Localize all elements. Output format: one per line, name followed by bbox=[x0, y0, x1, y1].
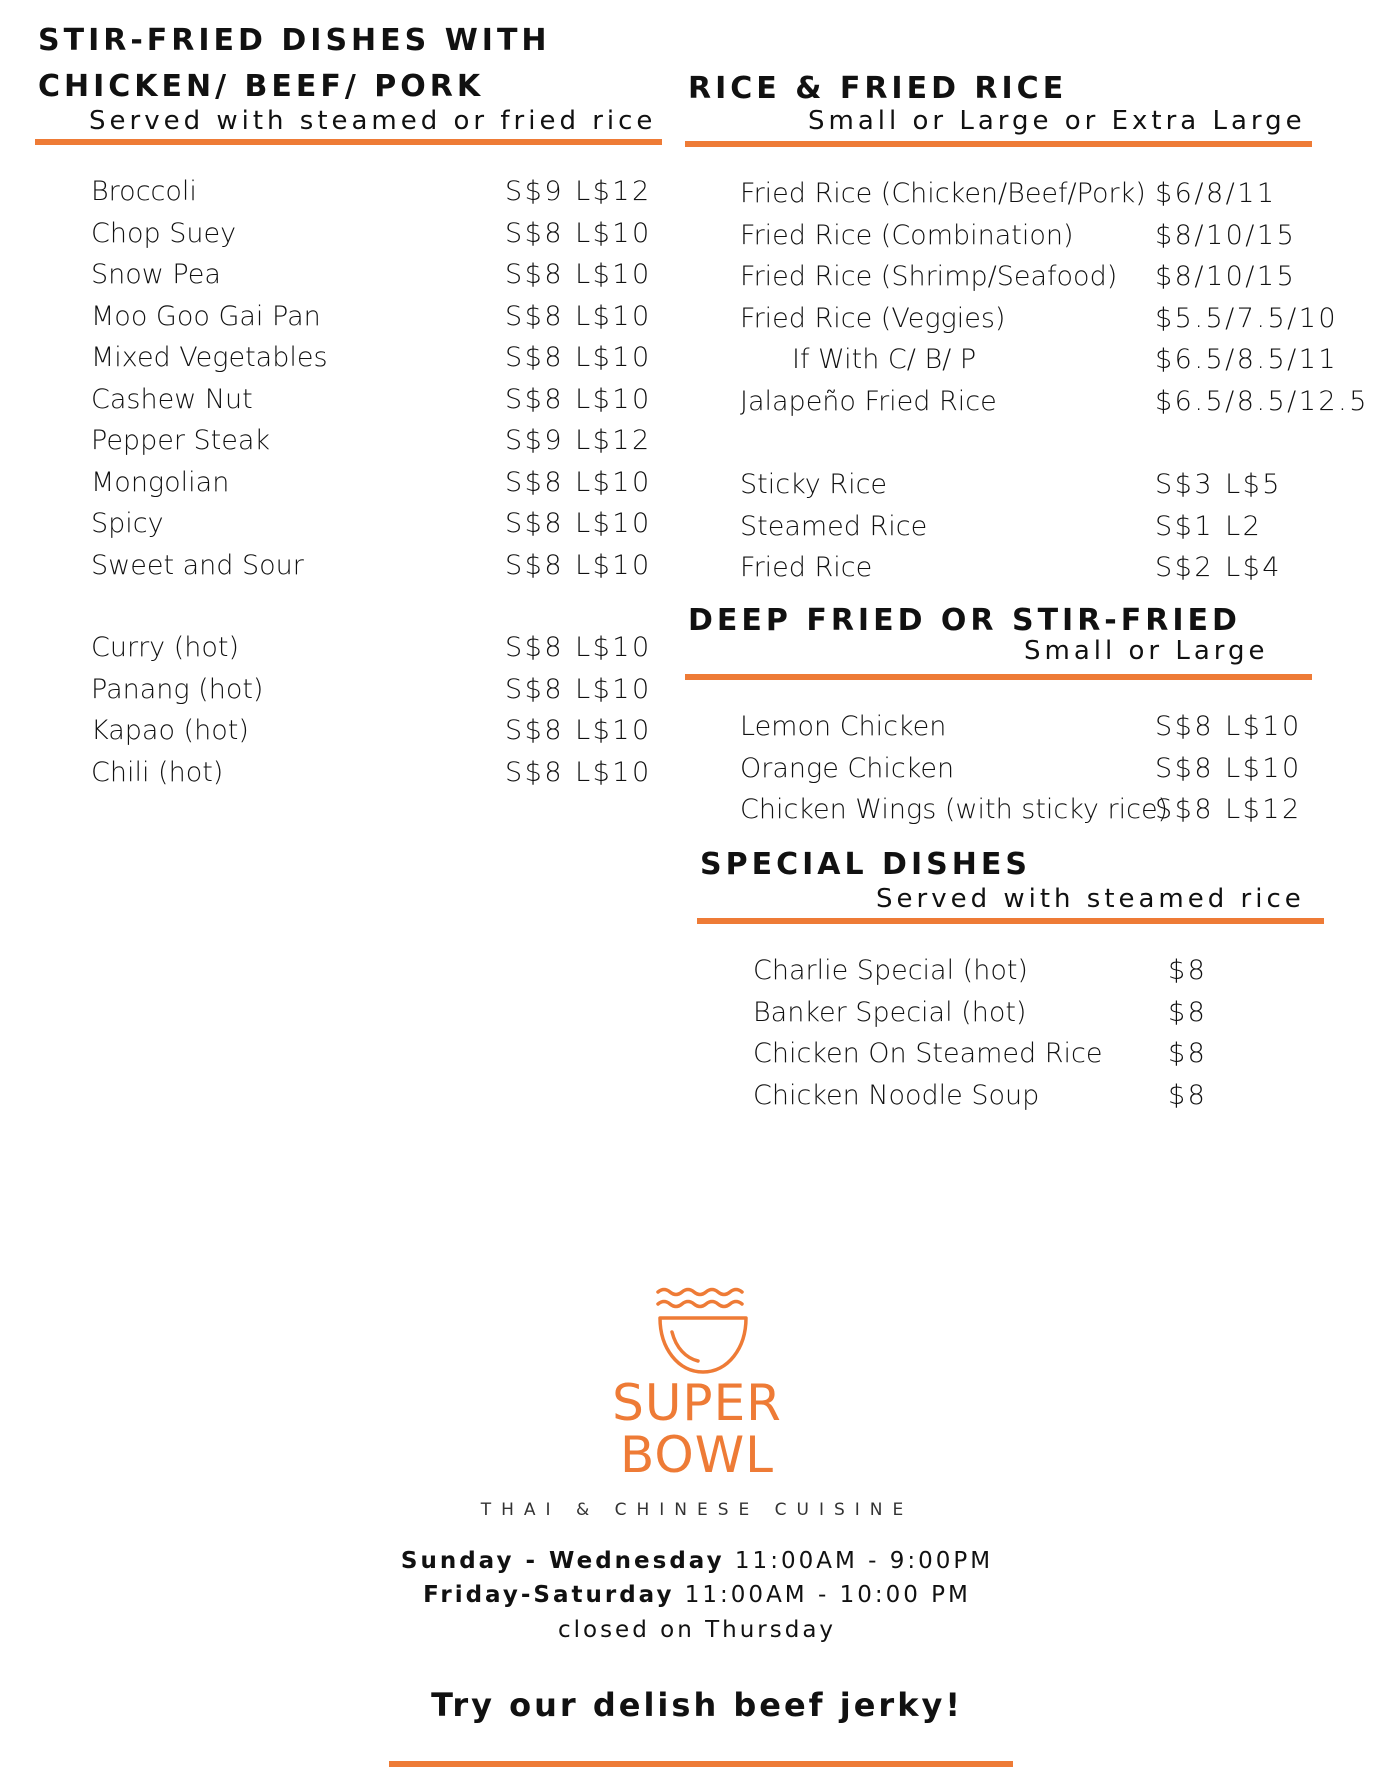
menu-item-name: Spicy bbox=[91, 508, 164, 539]
rice-list bbox=[740, 173, 1380, 422]
menu-item bbox=[91, 379, 661, 421]
menu-item bbox=[91, 627, 661, 669]
rice-sides-list bbox=[740, 464, 1380, 589]
hours-weekday-days: Sunday - Wednesday bbox=[400, 1548, 725, 1574]
hours-weekend-time: 11:00AM - 10:00 PM bbox=[684, 1582, 971, 1608]
menu-item-price: S$9 L$12 bbox=[505, 425, 652, 456]
stir-fried-title-line1: STIR-FRIED DISHES WITH bbox=[38, 23, 551, 58]
menu-item bbox=[740, 381, 1380, 423]
menu-item-price: S$8 L$10 bbox=[1155, 752, 1302, 784]
hours-weekday-time: 11:00AM - 9:00PM bbox=[734, 1548, 994, 1574]
menu-item-name: Banker Special (hot) bbox=[753, 996, 1027, 1028]
menu-item bbox=[740, 298, 1380, 340]
menu-item-name: Chili (hot) bbox=[91, 756, 224, 788]
menu-item-name: Fried Rice bbox=[740, 552, 873, 583]
menu-item-price: S$3 L$5 bbox=[1155, 469, 1282, 500]
menu-item bbox=[753, 1033, 1353, 1075]
menu-item bbox=[740, 256, 1380, 298]
menu-item-price: S$8 L$10 bbox=[505, 715, 652, 746]
menu-item-name: Jalapeño Fried Rice bbox=[740, 385, 997, 417]
footer-divider bbox=[389, 1761, 1013, 1767]
menu-item-name: Steamed Rice bbox=[740, 510, 928, 542]
special-list bbox=[753, 950, 1353, 1116]
menu-item-price: S$8 L$10 bbox=[505, 466, 652, 498]
menu-item bbox=[91, 669, 661, 711]
menu-item-price: S$8 L$10 bbox=[505, 756, 652, 788]
special-title: SPECIAL DISHES bbox=[700, 847, 1031, 882]
stir-fried-list bbox=[91, 171, 661, 586]
promo-text: Try our delish beef jerky! bbox=[431, 1686, 963, 1724]
menu-item-price: S$8 L$10 bbox=[505, 342, 652, 373]
menu-item bbox=[753, 1075, 1353, 1117]
menu-item-name: Broccoli bbox=[91, 176, 197, 207]
menu-item-price: S$8 L$12 bbox=[1155, 794, 1302, 825]
menu-item bbox=[740, 789, 1380, 831]
menu-item-name: If With C/ B/ P bbox=[792, 344, 977, 375]
menu-item bbox=[91, 213, 661, 255]
menu-item-name: Chicken Noodle Soup bbox=[753, 1079, 1040, 1111]
menu-item-price: $8 bbox=[1168, 1038, 1208, 1069]
menu-item-price: S$8 L$10 bbox=[505, 259, 652, 290]
menu-item bbox=[753, 950, 1353, 992]
closed-notice: closed on Thursday bbox=[557, 1617, 837, 1643]
stir-fried-hot-list bbox=[91, 627, 661, 793]
stir-fried-title-line2: CHICKEN/ BEEF/ PORK bbox=[38, 69, 485, 104]
menu-item-name: Mongolian bbox=[91, 466, 230, 498]
noodle-bowl-icon bbox=[654, 1286, 752, 1382]
menu-item bbox=[740, 339, 1380, 381]
menu-item-price: $8/10/15 bbox=[1155, 219, 1297, 251]
deep-fried-title: DEEP FRIED OR STIR-FRIED bbox=[688, 603, 1241, 638]
menu-item-name: Chicken Wings (with sticky rice) bbox=[740, 794, 1169, 825]
menu-item bbox=[740, 748, 1380, 790]
menu-item-name: Chicken On Steamed Rice bbox=[753, 1038, 1103, 1069]
rice-divider bbox=[685, 141, 1312, 147]
menu-item bbox=[91, 296, 661, 338]
menu-item-price: S$1 L2 bbox=[1155, 510, 1263, 542]
menu-item-name: Fried Rice (Shrimp/Seafood) bbox=[740, 261, 1118, 292]
menu-item-name: Sticky Rice bbox=[740, 469, 888, 500]
menu-item-price: S$8 L$10 bbox=[505, 673, 652, 705]
brand-name-line1: SUPER bbox=[612, 1374, 782, 1432]
deep-fried-list bbox=[740, 706, 1380, 831]
menu-item bbox=[740, 706, 1380, 748]
menu-item-price: $6/8/11 bbox=[1155, 178, 1277, 209]
menu-item-name: Pepper Steak bbox=[91, 425, 271, 456]
menu-item bbox=[91, 752, 661, 794]
menu-item-price: S$9 L$12 bbox=[505, 176, 652, 207]
menu-item-price: $8 bbox=[1168, 1079, 1208, 1111]
menu-item bbox=[91, 171, 661, 213]
menu-item-price: $6.5/8.5/11 bbox=[1155, 344, 1339, 375]
menu-item-name: Panang (hot) bbox=[91, 673, 264, 705]
menu-item-name: Moo Goo Gai Pan bbox=[91, 300, 321, 332]
menu-item bbox=[91, 462, 661, 504]
rice-subtitle: Small or Large or Extra Large bbox=[808, 106, 1306, 136]
menu-item bbox=[740, 464, 1380, 506]
menu-item bbox=[91, 420, 661, 462]
menu-item bbox=[91, 545, 661, 587]
menu-item-price: $8 bbox=[1168, 996, 1208, 1028]
menu-item bbox=[91, 503, 661, 545]
menu-item-name: Sweet and Sour bbox=[91, 549, 304, 581]
menu-item bbox=[740, 506, 1380, 548]
menu-item-name: Kapao (hot) bbox=[91, 715, 249, 746]
menu-item bbox=[740, 547, 1380, 589]
menu-item-name: Mixed Vegetables bbox=[91, 342, 328, 373]
menu-item bbox=[740, 215, 1380, 257]
menu-item-price: S$8 L$10 bbox=[505, 632, 652, 663]
menu-item-name: Chop Suey bbox=[91, 217, 237, 249]
menu-item-name: Cashew Nut bbox=[91, 383, 253, 415]
menu-item-price: S$8 L$10 bbox=[505, 508, 652, 539]
deep-fried-subtitle: Small or Large bbox=[1024, 636, 1269, 666]
menu-item-price: S$8 L$10 bbox=[1155, 711, 1302, 742]
menu-item bbox=[91, 710, 661, 752]
menu-item-name: Snow Pea bbox=[91, 259, 221, 290]
menu-item-name: Charlie Special (hot) bbox=[753, 955, 1028, 986]
menu-item-price: S$8 L$10 bbox=[505, 383, 652, 415]
hours-weekday bbox=[0, 1544, 1394, 1578]
menu-item-price: $8 bbox=[1168, 955, 1208, 986]
menu-item-name: Fried Rice (Veggies) bbox=[740, 302, 1006, 334]
brand-name-line2: BOWL bbox=[619, 1426, 775, 1484]
hours-weekend-days: Friday-Saturday bbox=[423, 1582, 675, 1608]
menu-item-name: Fried Rice (Chicken/Beef/Pork) bbox=[740, 178, 1146, 209]
menu-item-price: $6.5/8.5/12.5 bbox=[1155, 385, 1369, 417]
rice-title: RICE & FRIED RICE bbox=[688, 71, 1068, 106]
tagline: THAI & CHINESE CUISINE bbox=[480, 1500, 914, 1520]
menu-item bbox=[91, 254, 661, 296]
stir-fried-subtitle: Served with steamed or fried rice bbox=[89, 106, 657, 136]
menu-item bbox=[740, 173, 1380, 215]
stir-fried-divider bbox=[35, 139, 662, 145]
menu-item-price: $8/10/15 bbox=[1155, 261, 1297, 292]
menu-item-name: Fried Rice (Combination) bbox=[740, 219, 1074, 251]
menu-item-name: Orange Chicken bbox=[740, 752, 955, 784]
menu-item bbox=[91, 337, 661, 379]
special-subtitle: Served with steamed rice bbox=[876, 884, 1305, 914]
menu-item-price: S$8 L$10 bbox=[505, 217, 652, 249]
menu-item-price: S$8 L$10 bbox=[505, 300, 652, 332]
menu-item bbox=[753, 992, 1353, 1034]
special-divider bbox=[697, 918, 1324, 924]
menu-item-price: S$2 L$4 bbox=[1155, 552, 1282, 583]
menu-item-name: Curry (hot) bbox=[91, 632, 240, 663]
hours-weekend bbox=[0, 1578, 1394, 1612]
deep-fried-divider bbox=[685, 674, 1312, 680]
menu-item-price: $5.5/7.5/10 bbox=[1155, 302, 1339, 334]
menu-item-name: Lemon Chicken bbox=[740, 711, 947, 742]
menu-item-price: S$8 L$10 bbox=[505, 549, 652, 581]
